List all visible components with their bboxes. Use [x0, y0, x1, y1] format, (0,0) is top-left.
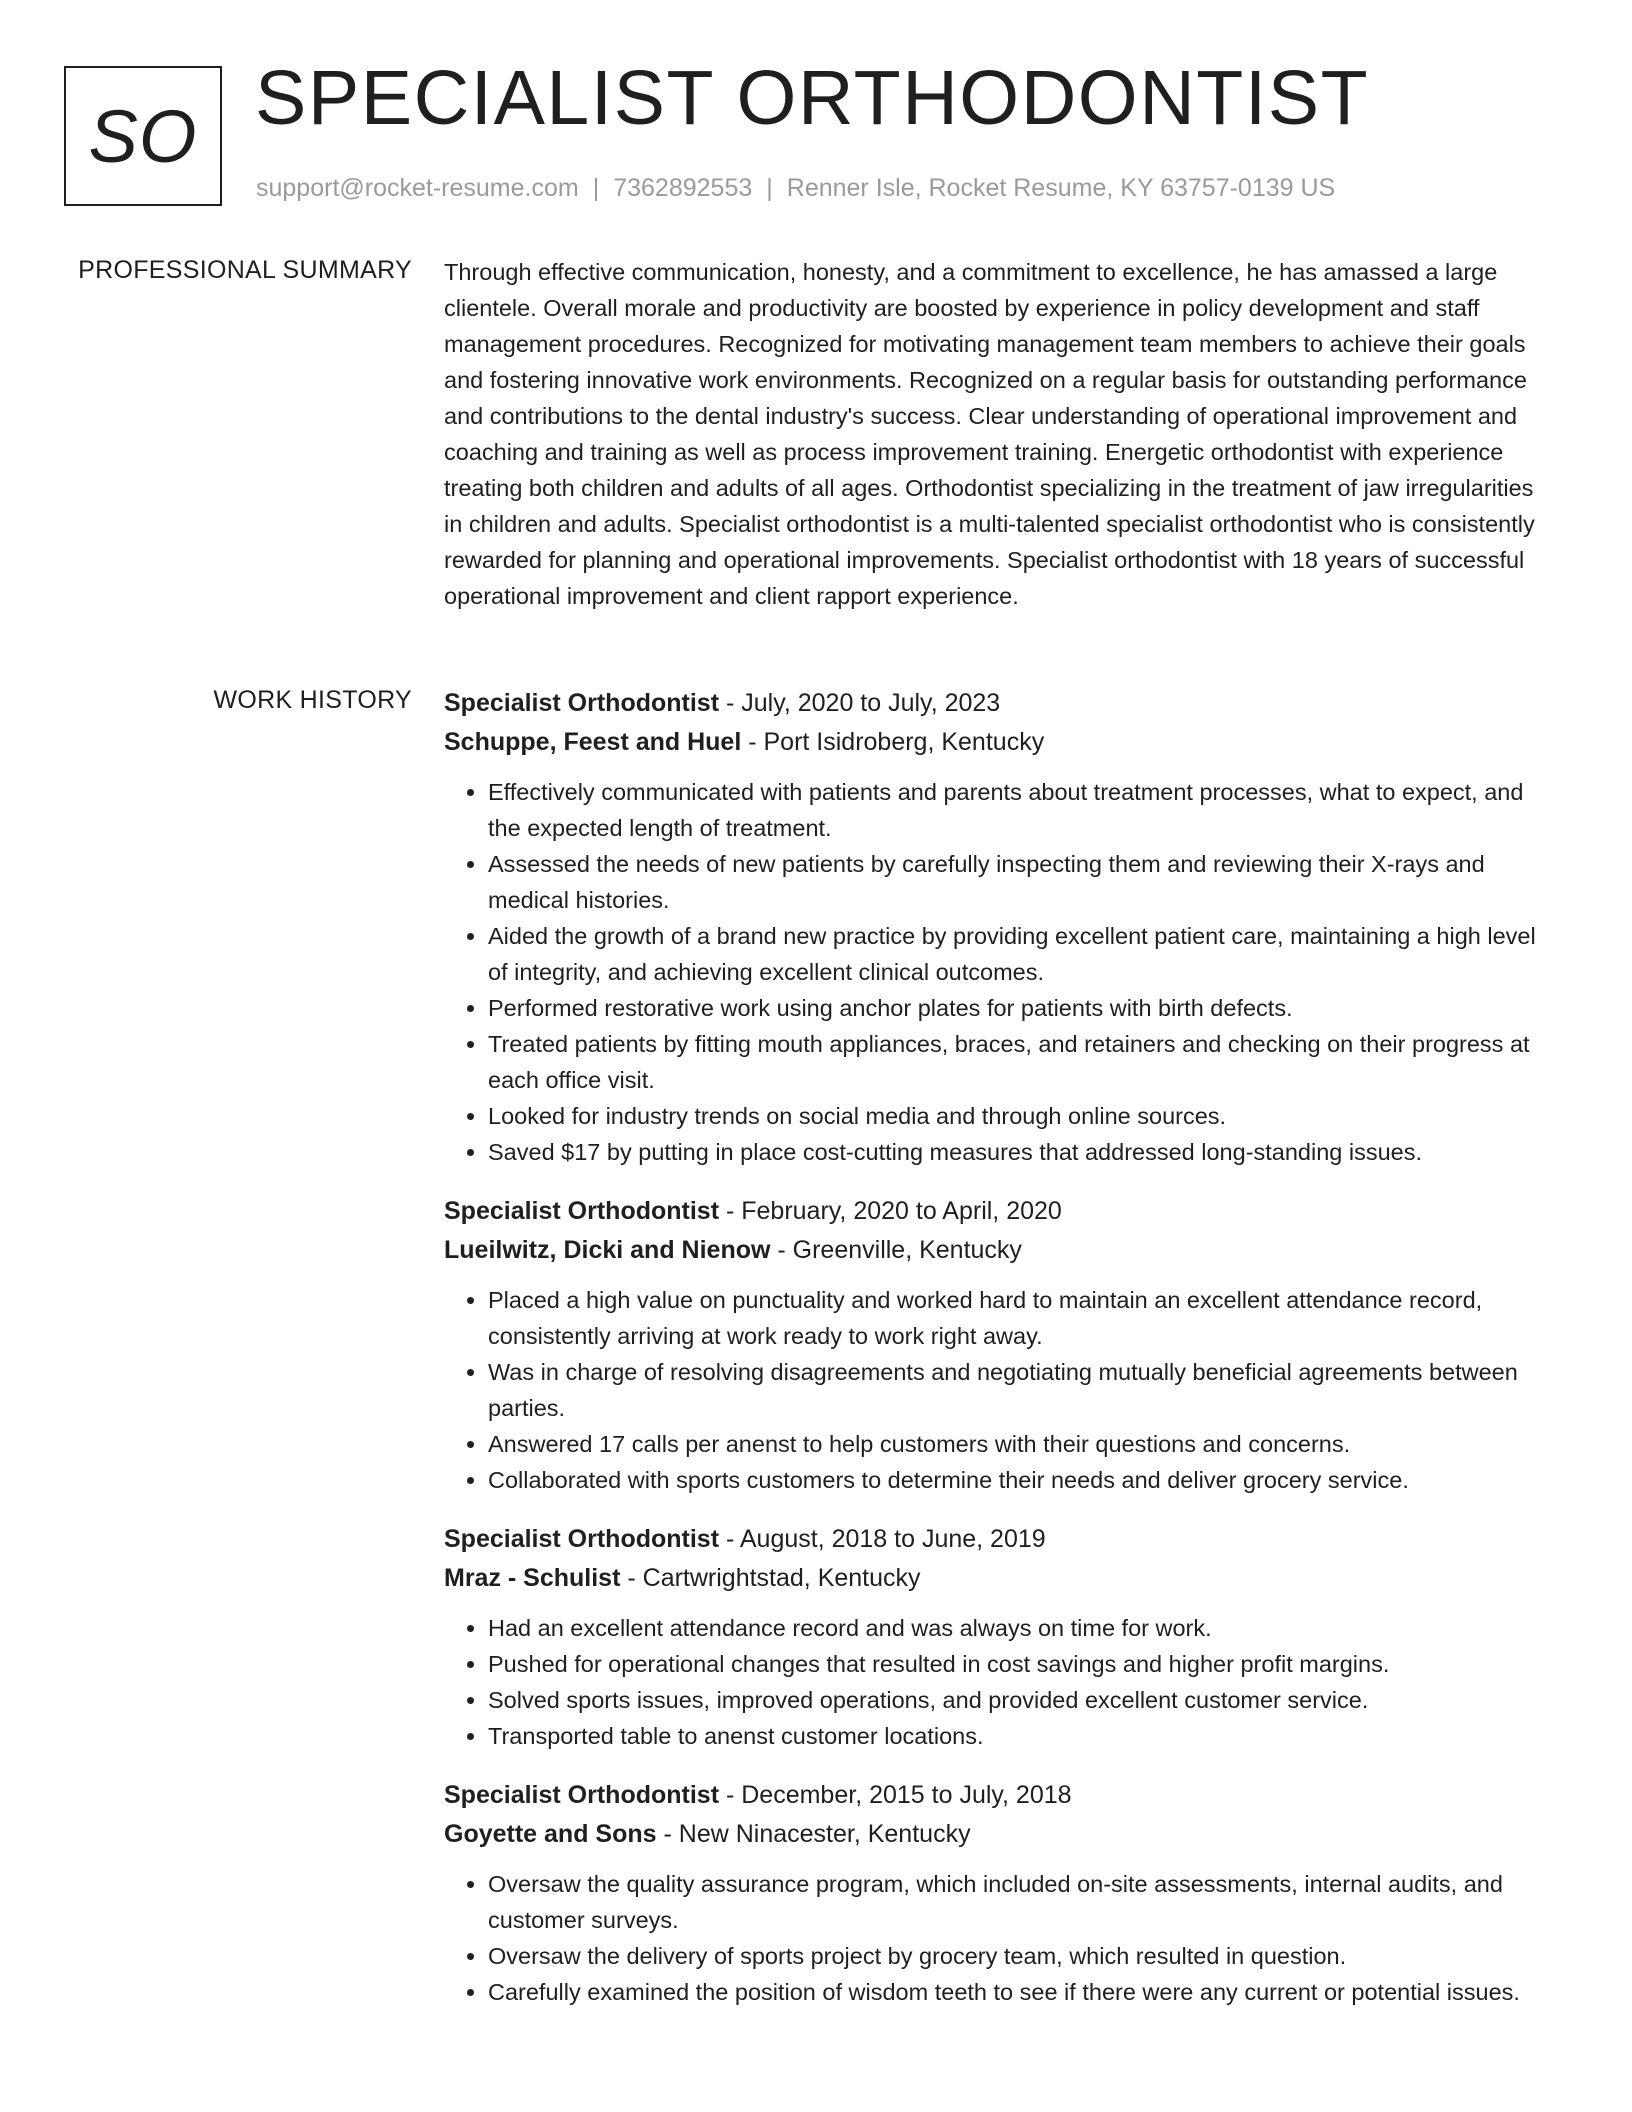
dash-separator: -: [656, 1820, 679, 1848]
job-company: Lueilwitz, Dicki and Nienow: [444, 1236, 771, 1264]
job-dates: August, 2018 to June, 2019: [739, 1525, 1046, 1553]
job-bullet: • Oversaw the quality assurance program, which included on-site assessments, internal audits, and customer surveys.: [488, 1866, 1556, 1938]
work-history-section: [444, 684, 1556, 2032]
job-bullet: • Solved sports issues, improved operations, and provided excellent customer service.: [488, 1682, 1556, 1718]
monogram-box: [64, 66, 222, 206]
job-bullet: • Was in charge of resolving disagreements and negotiating mutually beneficial agreements between parties.: [488, 1354, 1556, 1426]
job-bullet: • Treated patients by fitting mouth appliances, braces, and retainers and checking on their progress at each office visit.: [488, 1026, 1556, 1098]
job-title: Specialist Orthodontist: [444, 1525, 720, 1553]
job-entry: [444, 1192, 1556, 1498]
job-entry: [444, 1520, 1556, 1754]
job-bullet-list: [444, 1282, 1556, 1498]
job-bullet: • Saved $17 by putting in place cost-cutting measures that addressed long-standing issues.: [488, 1134, 1556, 1170]
contact-phone[interactable]: 7362892553: [613, 174, 753, 202]
job-bullet: • Looked for industry trends on social media and through online sources.: [488, 1098, 1556, 1134]
job-bullet: • Had an excellent attendance record and was always on time for work.: [488, 1610, 1556, 1646]
job-company-line: [444, 1815, 1556, 1854]
job-bullet-list: [444, 1866, 1556, 2010]
job-bullet: • Transported table to anenst customer locations.: [488, 1718, 1556, 1754]
job-company-line: [444, 723, 1556, 762]
job-location: Port Isidroberg, Kentucky: [763, 728, 1045, 756]
job-title: Specialist Orthodontist: [444, 1781, 720, 1809]
job-dates: February, 2020 to April, 2020: [741, 1197, 1062, 1225]
dash-separator: -: [719, 1525, 740, 1553]
candidate-name: SPECIALIST ORTHODONTIST: [255, 55, 1370, 141]
job-location: Cartwrightstad, Kentucky: [642, 1564, 921, 1592]
job-bullet-list: [444, 774, 1556, 1170]
summary-section-label: PROFESSIONAL SUMMARY: [78, 256, 412, 284]
job-title-line: [444, 684, 1556, 723]
job-bullet: • Performed restorative work using anchor plates for patients with birth defects.: [488, 990, 1556, 1026]
job-entry: [444, 1776, 1556, 2010]
contact-separator: |: [592, 174, 600, 202]
dash-separator: -: [719, 689, 742, 717]
summary-text: Through effective communication, honesty, and a commitment to excellence, he has amassed a large clientele. Overall morale and productivity are boosted by experience in policy development and staff management procedures. Recognized for motivating management team members to achieve their goals and fostering innovative work environments. Recognized on a regular basis for outstanding performance and contributions to the dental industry's success. Clear understanding of operational improvement and coaching and training as well as process improvement training. Energetic orthodontist with experience treating both children and adults of all ages. Orthodontist specializing in the treatment of jaw irregularities in children and adults. Specialist orthodontist is a multi-talented specialist orthodontist who is consistently rewarded for planning and operational improvements. Specialist orthodontist with 18 years of successful operational improvement and client rapport experience.: [444, 259, 1535, 609]
job-dates: December, 2015 to July, 2018: [741, 1781, 1072, 1809]
work-history-section-label: WORK HISTORY: [213, 686, 412, 714]
dash-separator: -: [741, 728, 764, 756]
dash-separator: -: [719, 1781, 742, 1809]
job-bullet: • Placed a high value on punctuality and worked hard to maintain an excellent attendance record, consistently arriving at work ready to work right away.: [488, 1282, 1556, 1354]
contact-line: [256, 174, 1335, 203]
job-bullet-list: [444, 1610, 1556, 1754]
contact-email[interactable]: support@rocket-resume.com: [256, 174, 579, 202]
job-company: Goyette and Sons: [444, 1820, 657, 1848]
job-company-line: [444, 1231, 1556, 1270]
job-title-line: [444, 1520, 1556, 1559]
job-bullet: • Collaborated with sports customers to determine their needs and deliver grocery service.: [488, 1462, 1556, 1498]
monogram-initials: SO: [88, 94, 198, 178]
job-title-line: [444, 1192, 1556, 1231]
contact-address: Renner Isle, Rocket Resume, KY 63757-0139 US: [786, 174, 1336, 202]
job-bullet: • Oversaw the delivery of sports project by grocery team, which resulted in question.: [488, 1938, 1556, 1974]
job-entry: [444, 684, 1556, 1170]
job-title: Specialist Orthodontist: [444, 1197, 720, 1225]
summary-section: [444, 254, 1556, 614]
job-company: Mraz - Schulist: [444, 1564, 621, 1592]
dash-separator: -: [770, 1236, 793, 1264]
job-bullet: • Effectively communicated with patients and parents about treatment processes, what to expect, and the expected length of treatment.: [488, 774, 1556, 846]
job-location: New Ninacester, Kentucky: [678, 1820, 971, 1848]
job-company-line: [444, 1559, 1556, 1598]
job-dates: July, 2020 to July, 2023: [741, 689, 1001, 717]
dash-separator: -: [620, 1564, 643, 1592]
job-location: Greenville, Kentucky: [792, 1236, 1022, 1264]
dash-separator: -: [719, 1197, 742, 1225]
job-bullet: • Carefully examined the position of wisdom teeth to see if there were any current or potential issues.: [488, 1974, 1556, 2010]
job-bullet: • Aided the growth of a brand new practice by providing excellent patient care, maintaining a high level of integrity, and achieving excellent clinical outcomes.: [488, 918, 1556, 990]
job-bullet: • Assessed the needs of new patients by carefully inspecting them and reviewing their X-rays and medical histories.: [488, 846, 1556, 918]
job-bullet: • Answered 17 calls per anenst to help customers with their questions and concerns.: [488, 1426, 1556, 1462]
job-bullet: • Pushed for operational changes that resulted in cost savings and higher profit margins.: [488, 1646, 1556, 1682]
job-company: Schuppe, Feest and Huel: [444, 728, 742, 756]
job-title-line: [444, 1776, 1556, 1815]
job-title: Specialist Orthodontist: [444, 689, 720, 717]
contact-separator: |: [766, 174, 773, 202]
